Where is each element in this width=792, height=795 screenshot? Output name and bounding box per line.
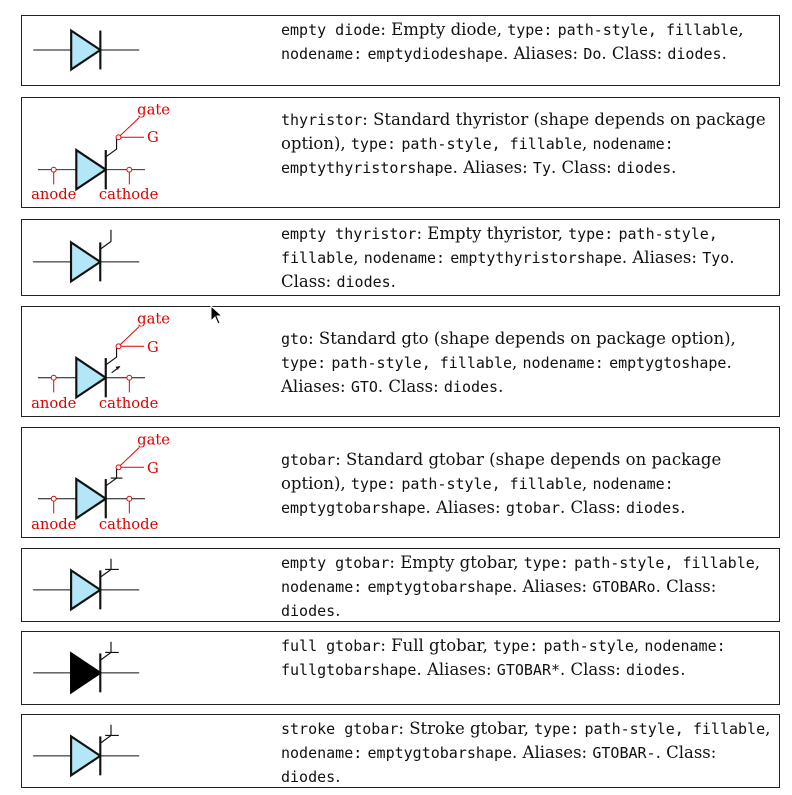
anode-label: anode xyxy=(31,395,77,413)
entry-description: gtobar: Standard gtobar (shape depends on package option), type: path-style, fillable, nodename: emptygtobarshape. Aliases: gtobar. Class: diodes. xyxy=(281,450,722,517)
empty-diode-icon xyxy=(22,16,272,85)
empty-thyristor-symbol xyxy=(22,220,272,295)
aliases-value: GTO xyxy=(350,378,378,396)
aliases-value: Tyo xyxy=(702,249,730,267)
shape-name: gto xyxy=(281,330,309,348)
class-key: Class: xyxy=(666,743,717,762)
entry-empty-thyristor xyxy=(21,219,780,296)
aliases-value: GTOBARo xyxy=(592,578,656,596)
shape-name: empty gtobar xyxy=(281,554,390,572)
type-key: type: xyxy=(523,554,569,572)
entry-description: empty diode: Empty diode, type: path-style, fillable, nodename: emptydiodeshape. Aliases: Do. Class: diodes. xyxy=(281,20,744,63)
class-key: Class: xyxy=(281,272,332,291)
class-value: diodes xyxy=(626,499,681,517)
gtobar-icon xyxy=(22,428,272,537)
gate-label: gate xyxy=(137,310,171,328)
stroke-gtobar-symbol xyxy=(22,715,272,787)
anode-label: anode xyxy=(31,516,77,534)
class-key: Class: xyxy=(570,660,621,679)
nodename-value: emptygtobarshape xyxy=(281,499,426,517)
nodename-value: emptythyristorshape xyxy=(281,159,453,177)
entry-description: gto: Standard gto (shape depends on package option), type: path-style, fillable, nodename: emptygtoshape. Aliases: GTO. Class: diodes. xyxy=(281,329,736,396)
shape-summary: Empty diode xyxy=(391,20,497,39)
entry-description: stroke gtobar: Stroke gtobar, type: path-style, fillable, nodename: emptygtobarshape. Aliases: GTOBAR-. Class: diodes. xyxy=(281,719,771,786)
class-key: Class: xyxy=(388,377,439,396)
class-key: Class: xyxy=(666,577,717,596)
type-value: path-style, fillable xyxy=(584,720,766,738)
type-value: path-style, fillable xyxy=(331,354,513,372)
nodename-value: emptythyristorshape xyxy=(450,249,622,267)
nodename-key: nodename: xyxy=(592,135,674,153)
g-label: G xyxy=(147,339,159,357)
mouse-pointer-icon xyxy=(210,305,224,325)
aliases-value: GTOBAR* xyxy=(496,661,561,679)
class-value: diodes xyxy=(281,602,336,620)
shape-name: empty diode xyxy=(281,21,381,39)
stroke-gtobar-icon xyxy=(22,715,272,787)
aliases-key: Aliases: xyxy=(522,743,588,762)
aliases-key: Aliases: xyxy=(632,248,697,267)
nodename-key: nodename: xyxy=(281,45,363,63)
aliases-value: GTOBAR- xyxy=(592,744,656,762)
aliases-value: gtobar xyxy=(505,499,561,517)
shape-name: thyristor xyxy=(281,111,363,129)
type-key: type: xyxy=(350,475,397,493)
shape-summary: Full gtobar xyxy=(391,636,483,655)
gtobar-symbol xyxy=(22,428,272,537)
shape-name: full gtobar xyxy=(281,637,381,655)
thyristor-icon xyxy=(22,98,272,207)
type-value: path-style, fillable xyxy=(281,225,718,267)
entry-description: thyristor: Standard thyristor (shape depends on package option), type: path-style, fillable, nodename: emptythyristorshape. Aliases: Ty. Class: diodes. xyxy=(281,110,766,177)
type-key: type: xyxy=(534,720,580,738)
entry-empty-gtobar xyxy=(21,548,780,622)
shape-name: empty thyristor xyxy=(281,225,417,243)
type-value: path-style xyxy=(543,637,634,655)
entry-gtobar xyxy=(21,427,780,538)
class-value: diodes xyxy=(336,273,391,291)
g-label: G xyxy=(147,129,159,147)
g-label: G xyxy=(147,460,159,478)
nodename-key: nodename: xyxy=(281,744,363,762)
aliases-key: Aliases: xyxy=(436,498,501,517)
nodename-key: nodename: xyxy=(644,637,726,655)
nodename-value: emptydiodeshape xyxy=(367,45,503,63)
nodename-value: emptygtoshape xyxy=(609,354,727,372)
type-key: type: xyxy=(507,21,553,39)
entry-full-gtobar xyxy=(21,631,780,705)
type-key: type: xyxy=(350,135,397,153)
shape-summary: Empty thyristor xyxy=(427,224,558,243)
full-gtobar-symbol xyxy=(22,632,272,704)
nodename-value: emptygtobarshape xyxy=(367,578,513,596)
class-value: diodes xyxy=(443,378,499,396)
class-value: diodes xyxy=(616,159,672,177)
entry-description: full gtobar: Full gtobar, type: path-style, nodename: fullgtobarshape. Aliases: GTOBAR*. Class: diodes. xyxy=(281,636,726,679)
cathode-label: cathode xyxy=(98,395,159,413)
gate-label: gate xyxy=(137,431,171,449)
cathode-label: cathode xyxy=(98,516,159,534)
type-value: path-style, fillable xyxy=(401,135,582,153)
type-key: type: xyxy=(281,354,327,372)
class-key: Class: xyxy=(611,44,663,63)
aliases-value: Do xyxy=(583,45,602,63)
gto-icon xyxy=(22,307,272,416)
entry-thyristor xyxy=(21,97,780,208)
type-value: path-style, fillable xyxy=(401,475,582,493)
empty-gtobar-icon xyxy=(22,549,272,621)
entry-empty-diode xyxy=(21,15,780,86)
class-value: diodes xyxy=(626,661,681,679)
nodename-key: nodename: xyxy=(522,354,604,372)
nodename-value: fullgtobarshape xyxy=(281,661,417,679)
class-key: Class: xyxy=(570,498,621,517)
shape-summary: Empty gtobar xyxy=(400,553,514,572)
shape-summary: Standard gtobar (shape depends on package option) xyxy=(281,450,722,493)
aliases-key: Aliases: xyxy=(522,577,588,596)
class-key: Class: xyxy=(561,158,612,177)
empty-thyristor-icon xyxy=(22,220,272,295)
entry-gto xyxy=(21,306,780,417)
nodename-key: nodename: xyxy=(363,249,446,267)
class-value: diodes xyxy=(667,45,722,63)
aliases-key: Aliases: xyxy=(426,660,492,679)
shape-summary: Standard thyristor (shape depends on package option) xyxy=(281,110,766,153)
full-gtobar-icon xyxy=(22,632,272,704)
nodename-value: emptygtobarshape xyxy=(367,744,513,762)
entry-description: empty gtobar: Empty gtobar, type: path-style, fillable, nodename: emptygtobarshape. Aliases: GTOBARo. Class: diodes. xyxy=(281,553,761,620)
nodename-key: nodename: xyxy=(592,475,674,493)
shape-name: stroke gtobar xyxy=(281,720,399,738)
entry-description: empty thyristor: Empty thyristor, type: path-style, fillable, nodename: emptythyristorshape. Aliases: Tyo. Class: diodes. xyxy=(281,224,735,291)
type-key: type: xyxy=(493,637,539,655)
shape-summary: Stroke gtobar xyxy=(409,719,524,738)
type-value: path-style, fillable xyxy=(557,21,739,39)
entry-stroke-gtobar xyxy=(21,714,780,788)
aliases-key: Aliases: xyxy=(513,44,579,63)
aliases-key: Aliases: xyxy=(281,377,346,396)
nodename-key: nodename: xyxy=(281,578,363,596)
type-value: path-style, fillable xyxy=(574,554,755,572)
gate-label: gate xyxy=(137,101,171,119)
empty-gtobar-symbol xyxy=(22,549,272,621)
gto-symbol xyxy=(22,307,272,416)
shape-name: gtobar xyxy=(281,451,336,469)
thyristor-symbol xyxy=(22,98,272,207)
shape-summary: Standard gto (shape depends on package option) xyxy=(318,329,731,348)
class-value: diodes xyxy=(281,768,336,786)
empty-diode-symbol xyxy=(22,16,272,85)
aliases-key: Aliases: xyxy=(463,158,528,177)
anode-label: anode xyxy=(31,186,77,204)
aliases-value: Ty xyxy=(532,159,551,177)
type-key: type: xyxy=(568,225,614,243)
cathode-label: cathode xyxy=(98,186,159,204)
